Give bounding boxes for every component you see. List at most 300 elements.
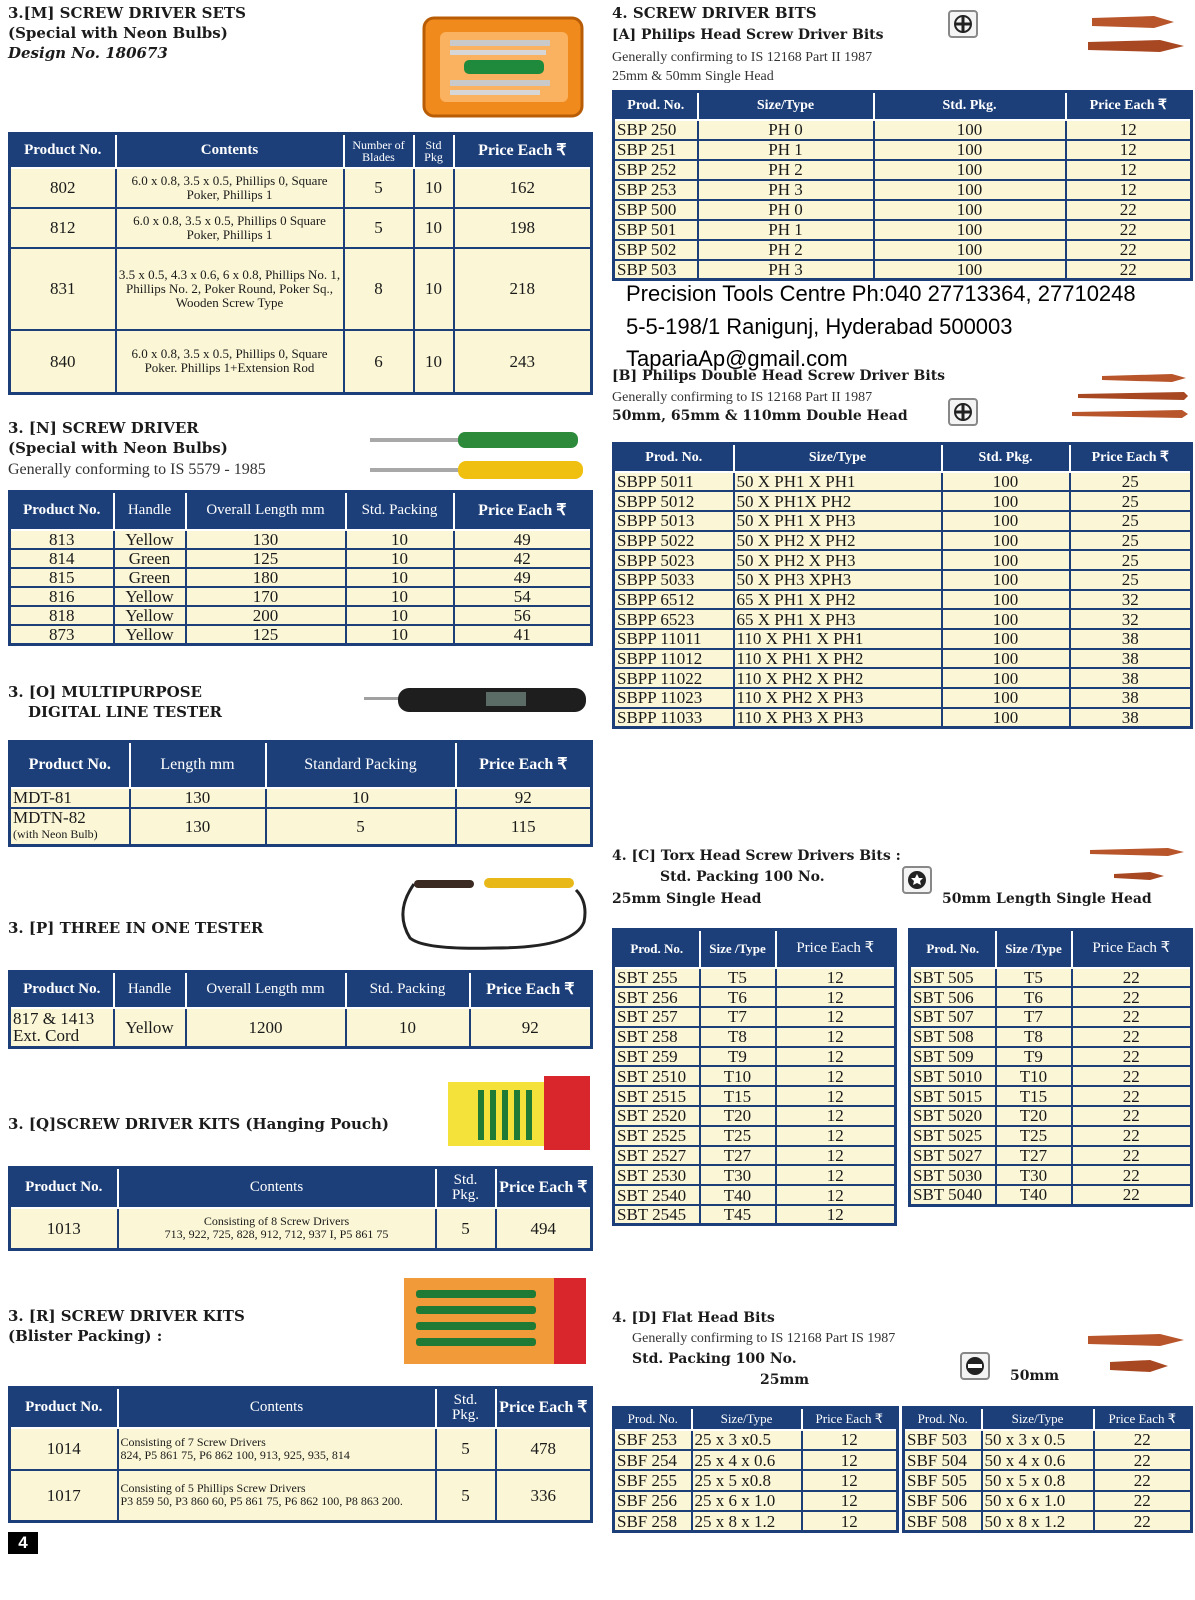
th: Price Each ₹: [496, 1168, 592, 1208]
cell: 25: [1070, 570, 1192, 590]
cell: 10: [346, 587, 454, 606]
cell: 130: [186, 530, 346, 549]
th: Std. Pkg.: [436, 1388, 496, 1428]
table-row: [614, 511, 1192, 531]
cell: 110 X PH1 X PH2: [734, 649, 942, 669]
cell: 25: [1070, 472, 1192, 492]
table-row: [614, 1106, 896, 1126]
screwdriver-set-image: [420, 10, 588, 122]
cell: SBF 503: [904, 1430, 982, 1450]
cell: T25: [996, 1126, 1072, 1146]
th: Product No.: [10, 972, 114, 1008]
th: Handle: [114, 492, 186, 530]
cell: 100: [874, 180, 1066, 200]
page-number: 4: [8, 1532, 38, 1554]
cell: 50 X PH1X PH2: [734, 491, 942, 511]
table-row: [904, 1430, 1192, 1450]
section-d-title: 4. [D] Flat Head Bits: [612, 1310, 775, 1326]
section-n-title: 3. [N] SCREW DRIVER: [8, 419, 199, 437]
cell: 100: [942, 590, 1070, 610]
cell: SBT 508: [910, 1027, 996, 1047]
cell: SBPP 11033: [614, 708, 734, 728]
cell: SBP 252: [614, 160, 698, 180]
cell: 812: [10, 208, 116, 248]
section-r-subtitle: (Blister Packing) :: [8, 1327, 163, 1345]
th: Size/Type: [698, 92, 874, 120]
cell: T5: [700, 968, 776, 988]
th: Prod. No.: [910, 930, 996, 968]
cell: 5: [344, 168, 414, 208]
phillips-symbol-icon: [948, 398, 978, 426]
cell: T5: [996, 968, 1072, 988]
cell: 100: [874, 200, 1066, 220]
th: Standard Packing: [266, 742, 456, 788]
th: Std. Packing: [346, 972, 470, 1008]
cell: 65 X PH1 X PH2: [734, 590, 942, 610]
cell: 41: [454, 625, 592, 645]
cell: 110 X PH3 X PH3: [734, 708, 942, 728]
table-row: [614, 649, 1192, 669]
cell: 831: [10, 248, 116, 330]
table-row: [614, 1450, 898, 1470]
section-m-design: Design No. 180673: [8, 44, 168, 62]
torx-symbol-icon: [902, 866, 932, 894]
cell: SBT 5020: [910, 1106, 996, 1126]
table-row: [614, 708, 1192, 728]
th: Number of Blades: [344, 134, 414, 168]
cell: SBT 5040: [910, 1185, 996, 1205]
cell: 12: [776, 1027, 896, 1047]
table-row: [614, 491, 1192, 511]
cell: SBPP 11022: [614, 668, 734, 688]
cell: 12: [776, 1047, 896, 1067]
cell: 840: [10, 330, 116, 394]
th: Std. Pkg.: [874, 92, 1066, 120]
table-d-25mm: [612, 1406, 899, 1533]
cell: SBF 504: [904, 1450, 982, 1470]
cell: 6.0 x 0.8, 3.5 x 0.5, Phillips 0, Square Poker. Phillips 1+Extension Rod: [116, 330, 344, 394]
table-row: [614, 1165, 896, 1185]
cell: 25 x 5 x0.8: [692, 1470, 802, 1490]
cell: 100: [942, 570, 1070, 590]
th: Prod. No.: [614, 92, 698, 120]
cell: 25: [1070, 491, 1192, 511]
cell: 12: [1066, 140, 1192, 160]
cell: Yellow: [114, 606, 186, 625]
cell: SBT 2520: [614, 1106, 700, 1126]
cell: 12: [776, 1066, 896, 1086]
cell: PH 2: [698, 240, 874, 260]
cell: 50 X PH2 X PH3: [734, 550, 942, 570]
cell: 110 X PH2 X PH2: [734, 668, 942, 688]
table-row: [614, 531, 1192, 551]
cell: T40: [700, 1185, 776, 1205]
th: Std Pkg: [414, 134, 454, 168]
th: Contents: [118, 1388, 436, 1428]
cell: 115: [456, 808, 592, 846]
section-c-title: 4. [C] Torx Head Screw Drivers Bits :: [612, 848, 901, 864]
table-row: [10, 1428, 592, 1470]
th: Price Each ₹: [454, 134, 592, 168]
table-row: [614, 140, 1192, 160]
double-head-bit-image: [1072, 368, 1190, 420]
table-row: [614, 1205, 896, 1225]
cell: 54: [454, 587, 592, 606]
cell: [10, 1008, 114, 1048]
cell-line: Consisting of 8 Screw Drivers: [203, 1214, 350, 1229]
cell: [10, 808, 130, 846]
cell: T10: [996, 1066, 1072, 1086]
table-row: [614, 472, 1192, 492]
cell: 1013: [10, 1208, 118, 1250]
cell: 50 x 4 x 0.6: [982, 1450, 1094, 1470]
section-m-subtitle: (Special with Neon Bulbs): [8, 24, 228, 42]
section-a-note-2: 25mm & 50mm Single Head: [612, 69, 774, 84]
cell: 12: [776, 1086, 896, 1106]
section-n-subtitle: (Special with Neon Bulbs): [8, 439, 228, 457]
table-row: [614, 1511, 898, 1531]
table-row: [10, 549, 592, 568]
cell: 12: [1066, 180, 1192, 200]
cell: 130: [130, 788, 266, 808]
cell: 50 x 6 x 1.0: [982, 1491, 1094, 1511]
cell-line: 824, P5 861 75, P6 862 100, 913, 925, 935, 814: [120, 1447, 350, 1462]
cell: 50 X PH1 X PH3: [734, 511, 942, 531]
cell: 100: [874, 260, 1066, 280]
cell: T30: [996, 1165, 1072, 1185]
cell-line: P3 859 50, P3 860 60, P5 861 75, P6 862 100, P8 863 200.: [120, 1494, 403, 1509]
cell-note: (with Neon Bulb): [13, 827, 98, 842]
cell: SBT 2510: [614, 1066, 700, 1086]
section-q-title: 3. [Q]SCREW DRIVER KITS (Hanging Pouch): [8, 1115, 390, 1133]
cell: T7: [996, 1007, 1072, 1027]
cell: 22: [1066, 240, 1192, 260]
cell: 10: [414, 330, 454, 394]
table-row: [910, 968, 1192, 988]
cell: 22: [1072, 987, 1192, 1007]
overlay-email: TapariaAp@gmail.com: [626, 346, 848, 371]
cell: 25 x 8 x 1.2: [692, 1511, 802, 1531]
cell: SBT 259: [614, 1047, 700, 1067]
cell: 10: [414, 248, 454, 330]
table-row: [614, 200, 1192, 220]
cell: 50 X PH1 X PH1: [734, 472, 942, 492]
cell: T7: [700, 1007, 776, 1027]
table-row: [10, 330, 592, 394]
table-row: [614, 1047, 896, 1067]
cell: 12: [776, 968, 896, 988]
table-row: [614, 570, 1192, 590]
table-row: [614, 968, 896, 988]
table-o: [8, 740, 593, 847]
cell: 22: [1094, 1511, 1192, 1531]
table-row: [910, 1106, 1192, 1126]
cell: T10: [700, 1066, 776, 1086]
cell: 22: [1066, 260, 1192, 280]
table-row: [10, 248, 592, 330]
cell: Green: [114, 549, 186, 568]
cell: 100: [942, 531, 1070, 551]
cell: SBT 5015: [910, 1086, 996, 1106]
hanging-pouch-kit-image: [448, 1076, 590, 1150]
cell: 12: [776, 1007, 896, 1027]
table-row: [910, 1047, 1192, 1067]
table-row: [10, 568, 592, 587]
cell: 243: [454, 330, 592, 394]
table-row: [614, 1126, 896, 1146]
cell: 42: [454, 549, 592, 568]
cell: 25 x 3 x0.5: [692, 1430, 802, 1450]
table-row: [614, 1086, 896, 1106]
cell: 494: [496, 1208, 592, 1250]
cell: 38: [1070, 708, 1192, 728]
cell: 100: [874, 160, 1066, 180]
cell: SBT 2545: [614, 1205, 700, 1225]
cell: T15: [996, 1086, 1072, 1106]
th: Price Each ₹: [496, 1388, 592, 1428]
cell: SBT 5025: [910, 1126, 996, 1146]
th: Std. Pkg.: [942, 444, 1070, 472]
cell: SBPP 11012: [614, 649, 734, 669]
cell: 818: [10, 606, 114, 625]
cell: 170: [186, 587, 346, 606]
table-row: [614, 1007, 896, 1027]
th: Contents: [116, 134, 344, 168]
cell: 10: [346, 530, 454, 549]
table-row: [910, 1126, 1192, 1146]
cell: SBF 505: [904, 1470, 982, 1490]
cell: SBP 503: [614, 260, 698, 280]
cell: T6: [996, 987, 1072, 1007]
cell: 38: [1070, 649, 1192, 669]
cell: 38: [1070, 688, 1192, 708]
cell-line: Consisting of 5 Phillips Screw Drivers: [120, 1481, 306, 1496]
table-row: [10, 1208, 592, 1250]
th: Price Each ₹: [1094, 1408, 1192, 1430]
cell: 22: [1072, 1185, 1192, 1205]
cell: T9: [700, 1047, 776, 1067]
cell: 100: [942, 609, 1070, 629]
cell: 25: [1070, 511, 1192, 531]
section-c-label-left: 25mm Single Head: [612, 891, 762, 907]
cell: 12: [776, 987, 896, 1007]
cell: SBT 507: [910, 1007, 996, 1027]
cell-line: Consisting of 7 Screw Drivers: [120, 1434, 266, 1449]
cell: T20: [996, 1106, 1072, 1126]
table-n: [8, 490, 593, 646]
cell: 22: [1072, 1165, 1192, 1185]
table-row: [910, 1146, 1192, 1166]
cell: SBF 258: [614, 1511, 692, 1531]
th: Product No.: [10, 492, 114, 530]
cell: 6.0 x 0.8, 3.5 x 0.5, Phillips 0 Square Poker, Phillips 1: [116, 208, 344, 248]
section-b-note-2: 50mm, 65mm & 110mm Double Head: [612, 408, 908, 424]
cell: 10: [346, 1008, 470, 1048]
cell: 1014: [10, 1428, 118, 1470]
th: Price Each ₹: [1070, 444, 1192, 472]
cell: 25 x 4 x 0.6: [692, 1450, 802, 1470]
cell: 22: [1094, 1470, 1192, 1490]
table-row: [10, 808, 592, 846]
cell: PH 2: [698, 160, 874, 180]
cell: 100: [942, 629, 1070, 649]
table-d-50mm: [902, 1406, 1193, 1533]
flat-head-symbol-icon: [960, 1352, 990, 1380]
cell-line: 817 & 1413: [13, 1009, 95, 1029]
section-m-title: 3.[M] SCREW DRIVER SETS: [8, 4, 246, 22]
flat-bit-image: [1086, 1326, 1186, 1378]
th: Prod. No.: [614, 1408, 692, 1430]
th: Std. Packing: [346, 492, 454, 530]
cell: 12: [776, 1185, 896, 1205]
cell: SBT 2525: [614, 1126, 700, 1146]
table-row: [614, 1066, 896, 1086]
th: Size/Type: [692, 1408, 802, 1430]
th: Size /Type: [996, 930, 1072, 968]
table-row: [614, 609, 1192, 629]
cell-line: 713, 922, 725, 828, 912, 712, 937 I, P5 861 75: [164, 1227, 389, 1242]
th: Product No.: [10, 1168, 118, 1208]
torx-bit-image: [1088, 842, 1188, 886]
th: Prod. No.: [614, 444, 734, 472]
cell: 130: [130, 808, 266, 846]
cell: 32: [1070, 590, 1192, 610]
cell: 100: [874, 240, 1066, 260]
section-b-note-1: Generally confirming to IS 12168 Part II 1987: [612, 390, 873, 405]
cell: 813: [10, 530, 114, 549]
cell: SBT 256: [614, 987, 700, 1007]
cell: SBP 501: [614, 220, 698, 240]
cell: 478: [496, 1428, 592, 1470]
cell: 22: [1072, 1066, 1192, 1086]
cell: 22: [1066, 200, 1192, 220]
table-row: [614, 180, 1192, 200]
cell: SBT 505: [910, 968, 996, 988]
cell: 10: [414, 208, 454, 248]
cell: PH 1: [698, 220, 874, 240]
cell: 22: [1072, 1007, 1192, 1027]
cell: PH 0: [698, 200, 874, 220]
cell: SBPP 5013: [614, 511, 734, 531]
cell: 3.5 x 0.5, 4.3 x 0.6, 6 x 0.8, Phillips No. 1, Phillips No. 2, Poker Round, Poker Sq., Wooden Screw Type: [116, 248, 344, 330]
cell: PH 1: [698, 140, 874, 160]
cell: 12: [802, 1430, 898, 1450]
th: Prod. No.: [904, 1408, 982, 1430]
cell: 22: [1072, 968, 1192, 988]
cell: 125: [186, 625, 346, 645]
cell: SBT 5030: [910, 1165, 996, 1185]
cell: 38: [1070, 668, 1192, 688]
cell: 25: [1070, 550, 1192, 570]
digital-tester-image: [364, 682, 590, 718]
th: Std. Pkg.: [436, 1168, 496, 1208]
cell: SBF 508: [904, 1511, 982, 1531]
cell: 6.0 x 0.8, 3.5 x 0.5, Phillips 0, Square Poker, Phillips 1: [116, 168, 344, 208]
table-m: [8, 132, 593, 395]
section-c-label-right: 50mm Length Single Head: [942, 891, 1152, 907]
section-d-label-right: 50mm: [1010, 1368, 1060, 1384]
cell: 814: [10, 549, 114, 568]
cell: 12: [776, 1165, 896, 1185]
table-row: [614, 120, 1192, 140]
overlay-contact-line-1: Precision Tools Centre Ph:040 27713364, 27710248: [626, 281, 1136, 306]
cell: 100: [942, 708, 1070, 728]
section-d-note-1: Generally confirming to IS 12168 Part IS 1987: [632, 1331, 896, 1346]
th: Price Each ₹: [454, 492, 592, 530]
cell: 56: [454, 606, 592, 625]
table-row: [10, 1008, 592, 1048]
table-row: [614, 550, 1192, 570]
table-a: [612, 90, 1193, 281]
cell: 12: [1066, 120, 1192, 140]
table-row: [614, 668, 1192, 688]
cell: 336: [496, 1470, 592, 1522]
cell: SBPP 11011: [614, 629, 734, 649]
table-row: [910, 1185, 1192, 1205]
th: Price Each ₹: [1072, 930, 1192, 968]
th: Size /Type: [700, 930, 776, 968]
overlay-address-line: 5-5-198/1 Ranigunj, Hyderabad 500003: [626, 314, 1013, 339]
cell: T27: [700, 1146, 776, 1166]
cell: 92: [456, 788, 592, 808]
section-o-title-2: DIGITAL LINE TESTER: [28, 703, 223, 721]
cell: Yellow: [114, 530, 186, 549]
cell: 10: [346, 606, 454, 625]
cell: 100: [942, 668, 1070, 688]
blister-pack-kit-image: [404, 1278, 586, 1364]
table-row: [10, 606, 592, 625]
cell: 25 x 6 x 1.0: [692, 1491, 802, 1511]
cell: SBPP 6523: [614, 609, 734, 629]
cell: 5: [344, 208, 414, 248]
table-row: [614, 260, 1192, 280]
th: Handle: [114, 972, 186, 1008]
neon-screwdriver-image: [370, 420, 590, 490]
cell: 200: [186, 606, 346, 625]
table-row: [10, 587, 592, 606]
table-row: [910, 1086, 1192, 1106]
cell: 100: [942, 550, 1070, 570]
th: Product No.: [10, 1388, 118, 1428]
cell: T8: [700, 1027, 776, 1047]
cell: 5: [266, 808, 456, 846]
cell: Yellow: [114, 625, 186, 645]
cell: 100: [874, 120, 1066, 140]
cell: T9: [996, 1047, 1072, 1067]
cell: 22: [1094, 1450, 1192, 1470]
section-n-note: Generally conforming to IS 5579 - 1985: [8, 461, 266, 478]
cell: 50 X PH3 XPH3: [734, 570, 942, 590]
cell: 50 X PH2 X PH2: [734, 531, 942, 551]
cell: PH 0: [698, 120, 874, 140]
cell: 100: [874, 140, 1066, 160]
cell: 10: [346, 549, 454, 568]
cell: SBT 2540: [614, 1185, 700, 1205]
cell: SBPP 5022: [614, 531, 734, 551]
section-4-title: 4. SCREW DRIVER BITS: [612, 4, 817, 22]
cell: 100: [942, 688, 1070, 708]
table-row: [904, 1450, 1192, 1470]
cell: 22: [1072, 1146, 1192, 1166]
cell: 5: [436, 1428, 496, 1470]
cell: SBPP 6512: [614, 590, 734, 610]
table-row: [10, 530, 592, 549]
section-p-title: 3. [P] THREE IN ONE TESTER: [8, 919, 264, 937]
cell: SBP 502: [614, 240, 698, 260]
cell: T45: [700, 1205, 776, 1225]
cell: 125: [186, 549, 346, 568]
cell: 22: [1072, 1047, 1192, 1067]
